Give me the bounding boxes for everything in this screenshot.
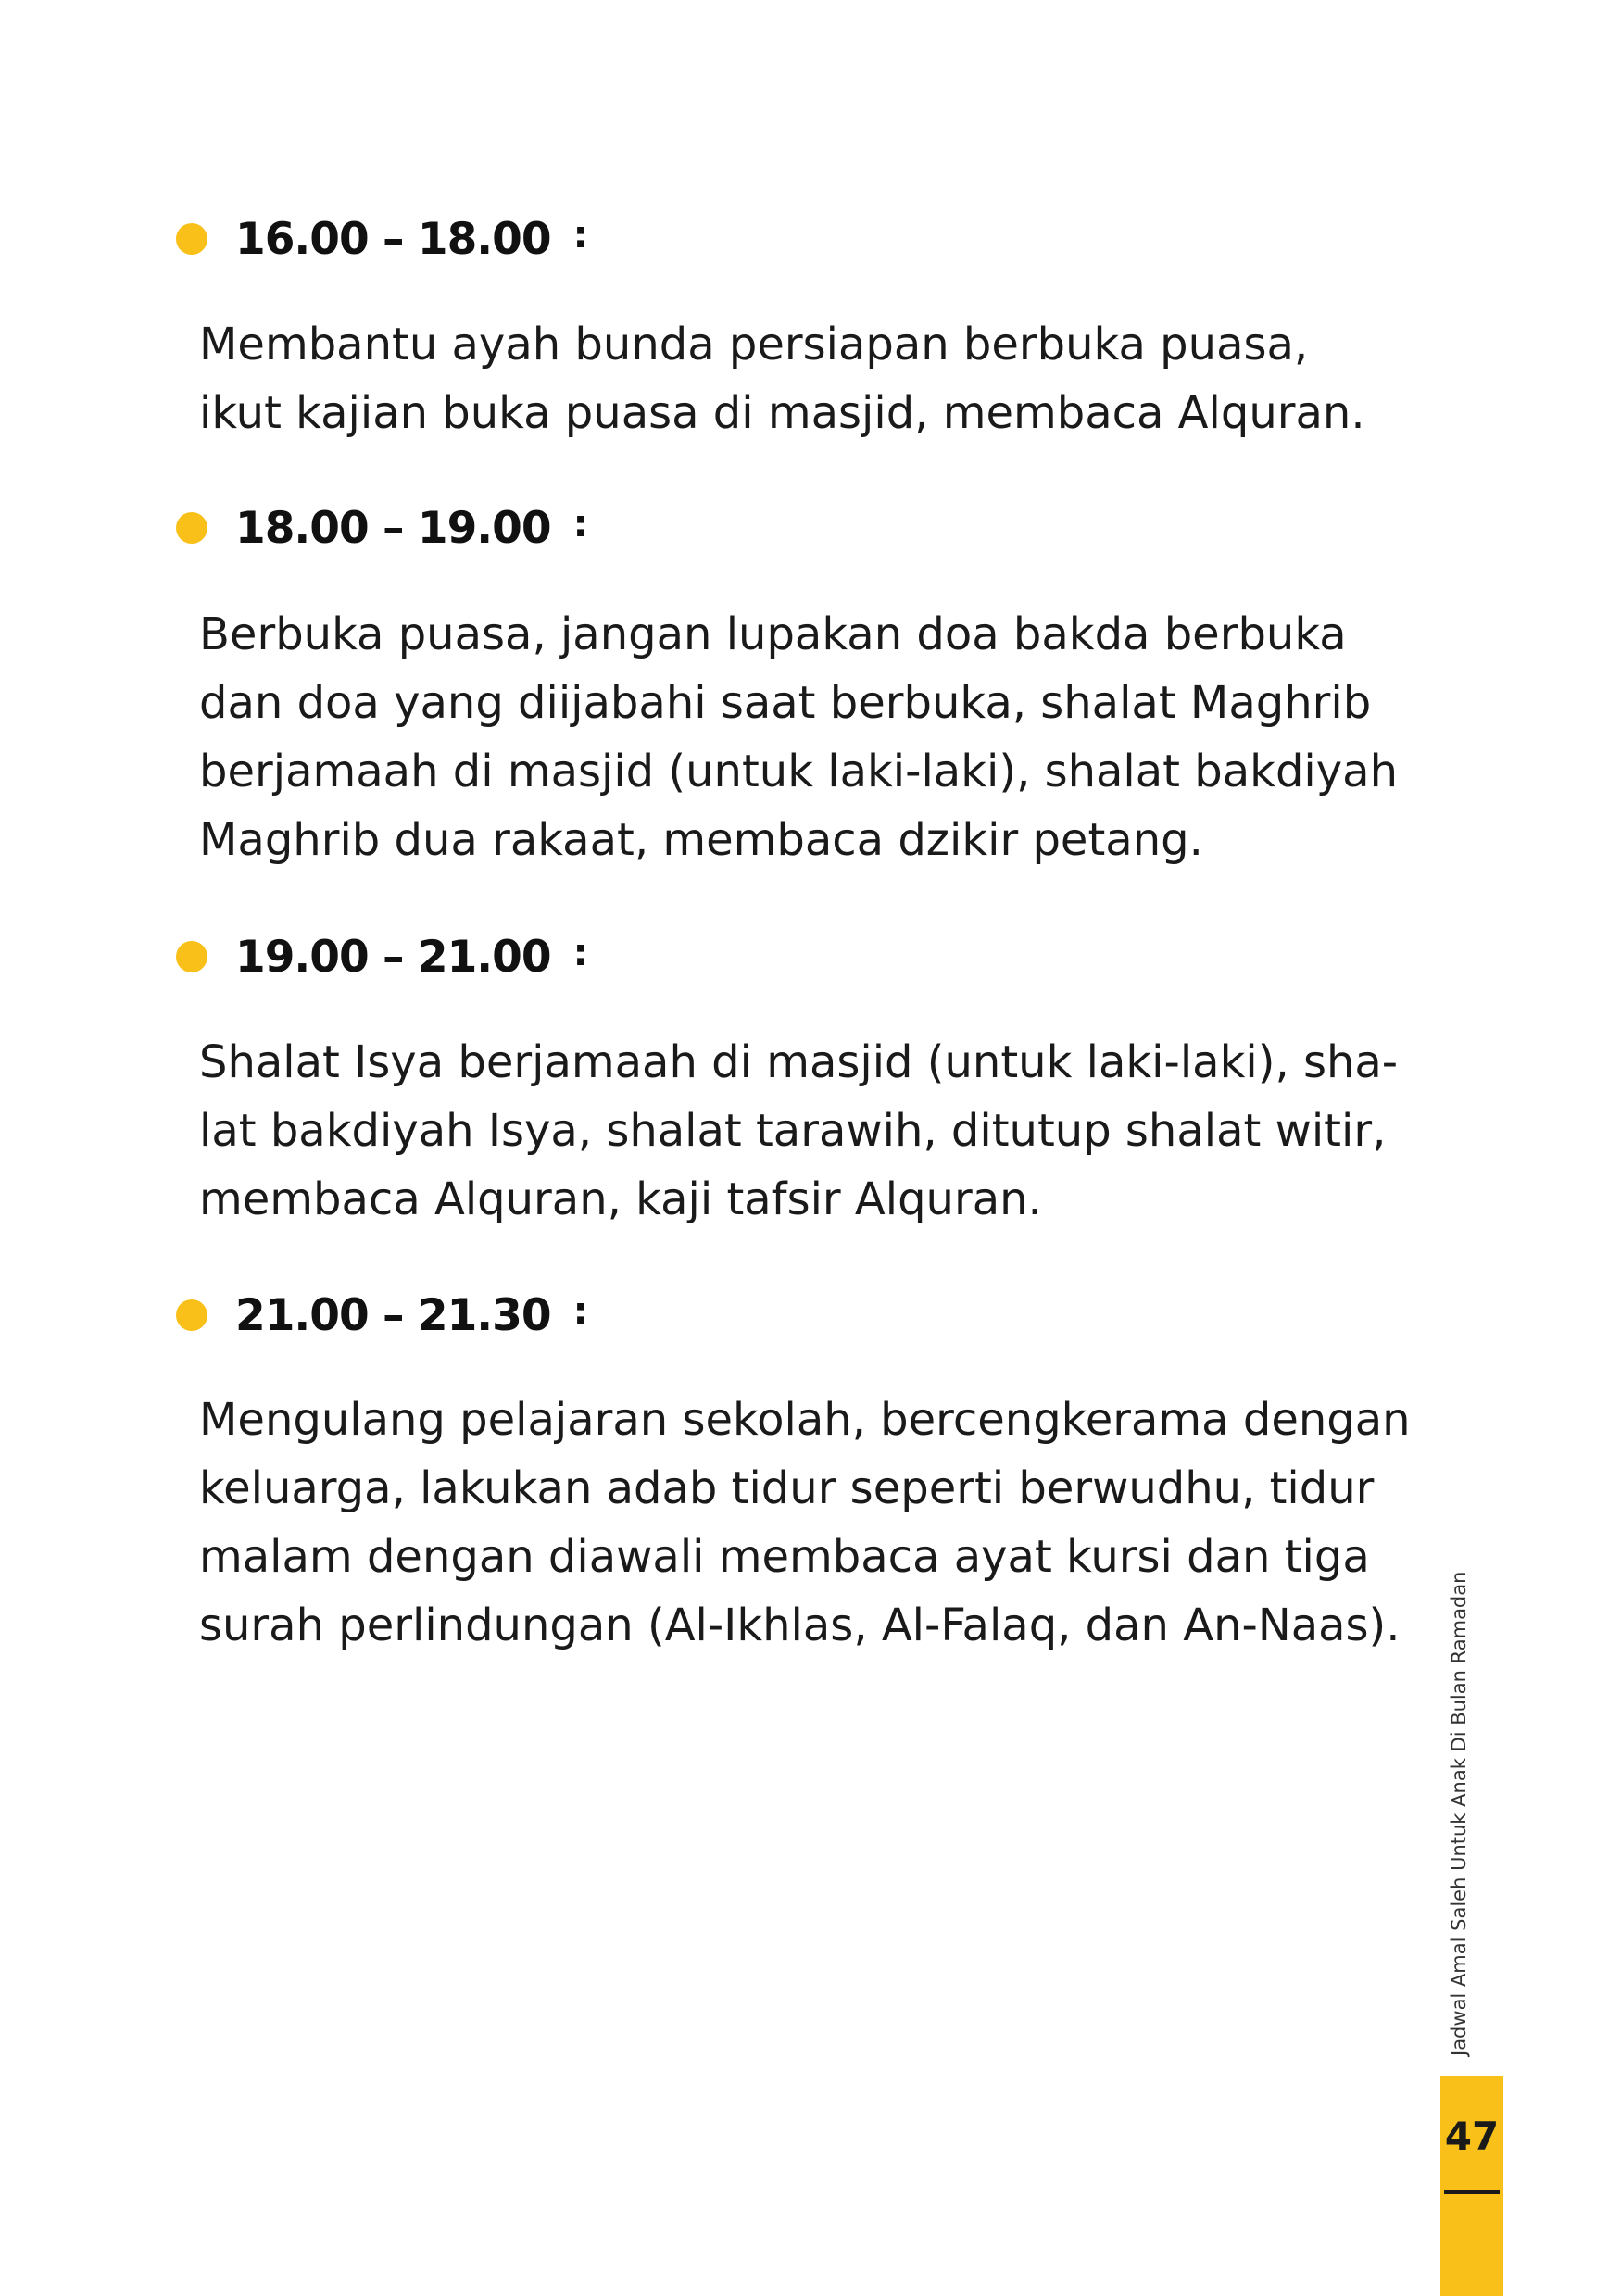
description-line: membaca Alquran, kaji tafsir Alquran. [199,1173,1042,1225]
page-number-underline [1444,2190,1500,2194]
bullet-icon [176,512,207,544]
bullet-icon [176,1299,207,1331]
bullet-icon [176,941,207,972]
time-colon: : [572,932,588,974]
description-line: Shalat Isya berjamaah di masjid (untuk laki-laki), sha- [199,1036,1399,1088]
time-heading [176,211,588,267]
activity-description [199,600,1403,874]
description-line: Mengulang pelajaran sekolah, bercengkerama dengan [199,1394,1411,1446]
time-label: 16.00 – 18.00 [235,213,551,265]
time-colon: : [572,214,588,257]
activity-description [199,310,1403,447]
bullet-icon [176,223,207,255]
book-title-vertical: Jadwal Amal Saleh Untuk Anak Di Bulan Ramadan [1448,1571,1470,2056]
page-number: 47 [1444,2114,1500,2159]
description-line: ikut kajian buka puasa di masjid, membaca Alquran. [199,387,1365,439]
description-line: lat bakdiyah Isya, shalat tarawih, ditutup shalat witir, [199,1105,1387,1157]
time-label: 21.00 – 21.30 [235,1289,551,1341]
time-label: 18.00 – 19.00 [235,502,551,554]
description-line: keluarga, lakukan adab tidur seperti berwudhu, tidur [199,1462,1375,1514]
time-heading [176,500,588,556]
description-line: surah perlindungan (Al-Ikhlas, Al-Falaq, dan An-Naas). [199,1600,1401,1651]
activity-description [199,1386,1411,1660]
time-colon: : [572,1290,588,1333]
description-line: Membantu ayah bunda persiapan berbuka puasa, [199,319,1309,370]
description-line: malam dengan diawali membaca ayat kursi dan tiga [199,1531,1370,1583]
activity-description [199,1028,1403,1234]
time-heading [176,1287,588,1343]
description-line: Maghrib dua rakaat, membaca dzikir petang. [199,814,1203,866]
description-line: berjamaah di masjid (untuk laki-laki), shalat bakdiyah [199,746,1398,797]
time-heading [176,929,588,985]
time-label: 19.00 – 21.00 [235,931,551,983]
description-line: dan doa yang diijabahi saat berbuka, shalat Maghrib [199,677,1372,729]
page-number-tab [1440,2076,1503,2296]
time-colon: : [572,503,588,546]
description-line: Berbuka puasa, jangan lupakan doa bakda berbuka [199,609,1347,660]
